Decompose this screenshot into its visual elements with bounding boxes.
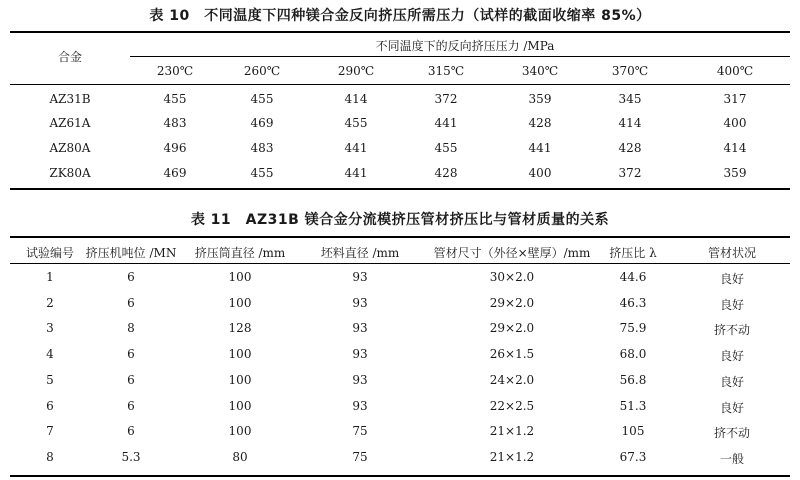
table10-temperature-5: 340℃ xyxy=(521,64,559,78)
table11-cell: 105 xyxy=(621,424,645,439)
table11-cell: 93 xyxy=(352,270,368,284)
table11-cell: 100 xyxy=(228,270,252,284)
table11-cell: 挤不动 xyxy=(713,323,750,338)
table10-value-cell: 483 xyxy=(250,141,274,155)
table11-header-5: 管材尺寸（外径×壁厚）/mm xyxy=(433,246,591,260)
table11-cell: 24×2.0 xyxy=(489,372,535,387)
table11-cell: 29×2.0 xyxy=(489,295,535,310)
table10-value-cell: 428 xyxy=(618,141,642,155)
table11-cell: 68.0 xyxy=(619,347,647,362)
table10-temperature-3: 290℃ xyxy=(337,64,375,78)
table10-value-cell: 372 xyxy=(618,166,642,180)
table10-value-cell: 414 xyxy=(344,92,368,106)
table11-cell: 挤不动 xyxy=(713,426,750,441)
table10-value-cell: 496 xyxy=(163,141,187,155)
table10-value-cell: 469 xyxy=(163,166,187,180)
table11-cell: 26×1.5 xyxy=(489,347,535,362)
table10-value-cell: 469 xyxy=(250,116,274,130)
table11-cell: 6 xyxy=(127,372,135,387)
table10-group-rule xyxy=(130,56,790,57)
table10-value-cell: 455 xyxy=(163,92,187,106)
table10-alloy-cell: AZ31B xyxy=(49,92,91,106)
table11-cell: 75.9 xyxy=(619,321,647,336)
table10-group-header: 不同温度下的反向挤压压力 /MPa xyxy=(375,39,555,53)
table10-bottom-rule xyxy=(10,188,790,190)
table11-cell: 6 xyxy=(127,270,135,284)
table11-cell: 良好 xyxy=(719,297,744,312)
table11-cell: 良好 xyxy=(719,374,744,389)
table10-value-cell: 428 xyxy=(528,116,552,130)
table11-cell: 21×1.2 xyxy=(489,424,535,439)
table10-value-cell: 400 xyxy=(528,166,552,180)
table10-temperature-4: 315℃ xyxy=(427,64,465,78)
table11-cell: 6 xyxy=(127,424,135,439)
table10-value-cell: 483 xyxy=(163,116,187,130)
table11-cell: 93 xyxy=(352,398,368,413)
table11-cell: 7 xyxy=(46,424,54,439)
table11-cell: 良好 xyxy=(719,349,744,364)
table11-cell: 8 xyxy=(46,449,54,464)
table10-value-cell: 400 xyxy=(723,116,747,130)
table11-cell: 良好 xyxy=(719,400,744,415)
table10-value-cell: 455 xyxy=(250,92,274,106)
table10-value-cell: 317 xyxy=(723,92,747,106)
table11-header-2: 挤压机吨位 /MN xyxy=(85,246,177,260)
table11-cell: 100 xyxy=(228,398,252,413)
table10-value-cell: 441 xyxy=(434,116,458,130)
table10-temperature-1: 230℃ xyxy=(156,64,194,78)
table10-row-header: 合金 xyxy=(57,50,82,64)
table11-cell: 46.3 xyxy=(619,295,647,310)
table11-cell: 21×1.2 xyxy=(489,449,535,464)
table11-cell: 6 xyxy=(127,347,135,362)
table11-header-6: 挤压比 λ xyxy=(609,246,657,260)
table11-bottom-rule xyxy=(10,475,790,477)
table11-cell: 100 xyxy=(228,424,252,439)
table10-value-cell: 455 xyxy=(434,141,458,155)
table11-cell: 80 xyxy=(232,449,248,464)
table11-header-rule xyxy=(10,263,790,264)
table11-cell: 一般 xyxy=(719,451,744,466)
table10-top-rule xyxy=(10,31,790,33)
table11-header-3: 挤压筒直径 /mm xyxy=(194,246,286,260)
table11-cell: 2 xyxy=(46,295,54,310)
table11-cell: 44.6 xyxy=(619,270,647,284)
table11-cell: 3 xyxy=(46,321,54,336)
table11-cell: 30×2.0 xyxy=(489,270,535,284)
table11-cell: 良好 xyxy=(719,272,744,286)
table11-cell: 6 xyxy=(46,398,54,413)
table11-cell: 93 xyxy=(352,347,368,362)
table11-cell: 56.8 xyxy=(619,372,647,387)
table11-cell: 4 xyxy=(46,347,54,362)
table11-cell: 5.3 xyxy=(121,449,141,464)
table11-cell: 100 xyxy=(228,347,252,362)
table11-cell: 6 xyxy=(127,398,135,413)
table10-value-cell: 441 xyxy=(528,141,552,155)
table11-cell: 100 xyxy=(228,295,252,310)
table10-temperature-2: 260℃ xyxy=(243,64,281,78)
table11-cell: 8 xyxy=(127,321,135,336)
table10-value-cell: 428 xyxy=(434,166,458,180)
table10-alloy-cell: AZ80A xyxy=(49,141,91,155)
table11-cell: 67.3 xyxy=(619,449,647,464)
table10-alloy-cell: ZK80A xyxy=(49,166,91,180)
table10-value-cell: 372 xyxy=(434,92,458,106)
table10-value-cell: 455 xyxy=(344,116,368,130)
table10-value-cell: 441 xyxy=(344,166,368,180)
table11-header-4: 坯料直径 /mm xyxy=(320,246,400,260)
table11-header-7: 管材状况 xyxy=(707,246,756,260)
table11-cell: 75 xyxy=(352,424,368,439)
table11-cell: 6 xyxy=(127,295,135,310)
table10-value-cell: 441 xyxy=(344,141,368,155)
table10-value-cell: 359 xyxy=(723,166,747,180)
table11-cell: 75 xyxy=(352,449,368,464)
table11-caption: 表 11 AZ31B 镁合金分流模挤压管材挤压比与管材质量的关系 xyxy=(190,212,610,228)
table10-value-cell: 414 xyxy=(618,116,642,130)
table10-value-cell: 414 xyxy=(723,141,747,155)
table10-value-cell: 359 xyxy=(528,92,552,106)
table10-value-cell: 345 xyxy=(618,92,642,106)
table10-value-cell: 455 xyxy=(250,166,274,180)
table11-cell: 22×2.5 xyxy=(489,398,535,413)
table11-cell: 93 xyxy=(352,321,368,336)
table10-alloy-cell: AZ61A xyxy=(49,116,91,130)
table11-top-rule xyxy=(10,236,790,238)
table11-cell: 51.3 xyxy=(619,398,647,413)
table10-caption: 表 10 不同温度下四种镁合金反向挤压所需压力（试样的截面收缩率 85%） xyxy=(149,8,651,24)
table11-cell: 93 xyxy=(352,372,368,387)
table11-cell: 5 xyxy=(46,372,54,387)
table10-header-rule xyxy=(10,84,790,85)
table10-temperature-6: 370℃ xyxy=(611,64,649,78)
table11-cell: 128 xyxy=(228,321,252,336)
table11-cell: 29×2.0 xyxy=(489,321,535,336)
table11-cell: 1 xyxy=(46,270,54,284)
table10-temperature-7: 400℃ xyxy=(716,64,754,78)
table11-header-1: 试验编号 xyxy=(25,246,74,260)
table11-cell: 93 xyxy=(352,295,368,310)
table11-cell: 100 xyxy=(228,372,252,387)
